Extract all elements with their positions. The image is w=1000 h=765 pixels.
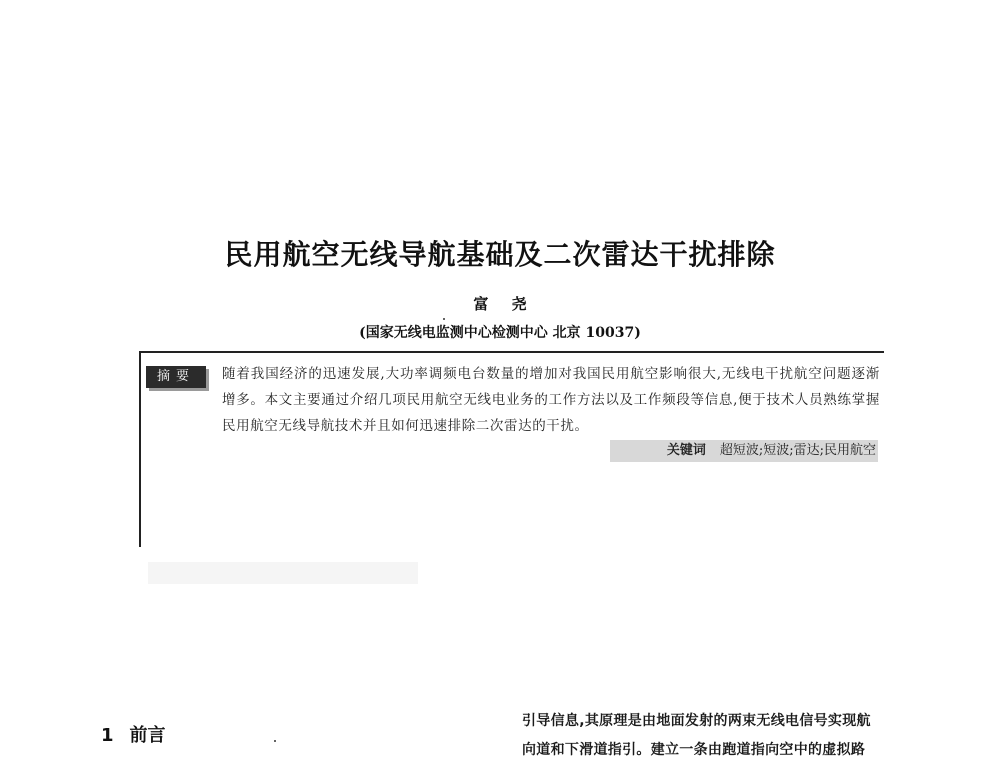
- section-number: 1: [101, 725, 114, 746]
- scan-speck: [443, 318, 445, 320]
- author-name: 富 尧: [473, 295, 527, 313]
- body-text-right-column: [522, 707, 906, 765]
- section-title: 前言: [129, 725, 166, 746]
- section-heading: [101, 721, 166, 747]
- body-line: 向道和下滑道指引。建立一条由跑道指向空中的虚拟路: [522, 742, 866, 758]
- scan-speck: [274, 740, 276, 742]
- author-affiliation: (国家无线电监测中心检测中心 北京 10037): [359, 325, 641, 341]
- scan-smudge: [148, 562, 418, 584]
- body-line: 引导信息,其原理是由地面发射的两束无线电信号实现航: [522, 713, 871, 729]
- keywords-bar: [610, 440, 878, 462]
- abstract-label-badge: 摘要: [146, 366, 206, 388]
- paper-title: 民用航空无线导航基础及二次雷达干扰排除: [224, 238, 776, 271]
- keywords-list: 超短波;短波;雷达;民用航空: [719, 443, 876, 458]
- keywords-label: 关键词: [666, 443, 706, 458]
- abstract-text: 随着我国经济的迅速发展,大功率调频电台数量的增加对我国民用航空影响很大,无线电干扰航空问题逐渐增多。本文主要通过介绍几项民用航空无线电业务的工作方法以及工作频段等信息,便于技术人员熟练掌握民用航空无线导航技术并且如何迅速排除二次雷达的干扰。: [222, 366, 880, 434]
